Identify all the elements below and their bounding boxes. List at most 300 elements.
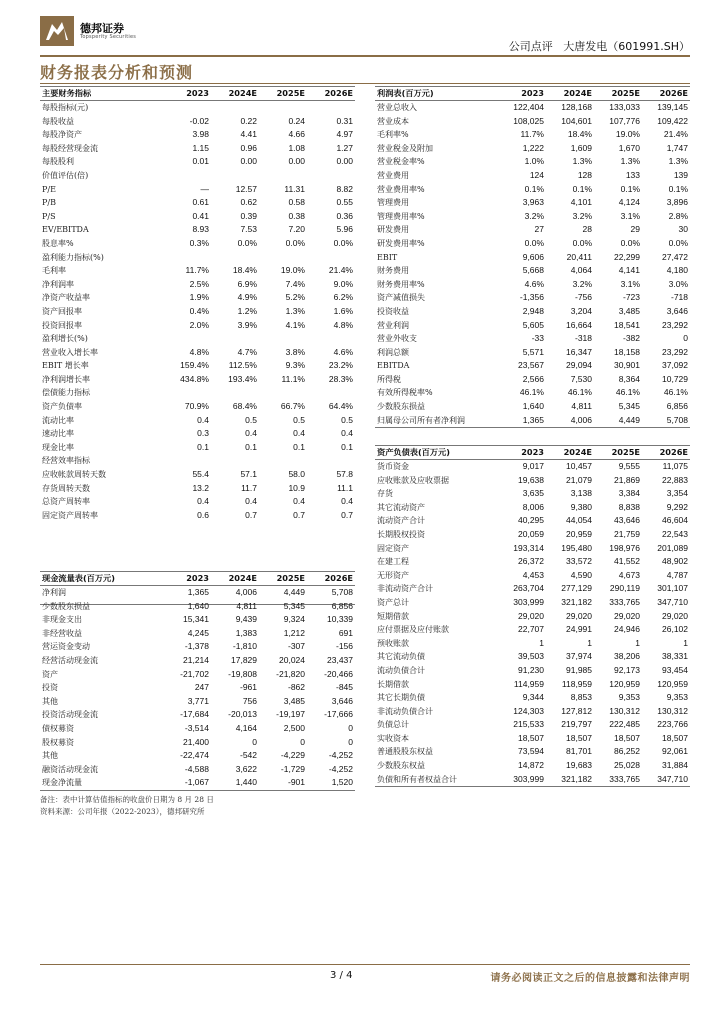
cell-value: 0.4 (293, 428, 305, 439)
row-label: 非流动负债合计 (377, 706, 433, 716)
row-label: 毛利率% (377, 130, 409, 140)
cell-value: 10,729 (662, 373, 688, 384)
row-label: 资产回报率 (42, 306, 82, 316)
table-row (375, 291, 690, 305)
cell-value: 0.7 (245, 509, 257, 520)
row-label: 其它流动资产 (377, 502, 425, 512)
table-row (40, 223, 355, 237)
row-label: 管理费用率% (377, 211, 425, 221)
cell-value: 0.3 (197, 428, 209, 439)
row-label: 每股股利 (42, 157, 74, 167)
table-row (40, 509, 355, 523)
table-row (40, 115, 355, 129)
cell-value: 6.9% (237, 278, 257, 289)
cell-value: 1.9% (189, 292, 209, 303)
cell-value: 38,206 (614, 651, 640, 662)
cell-value: 223,766 (657, 719, 688, 730)
row-label: 少数股东损益 (377, 402, 425, 412)
cell-value: 8,838 (618, 501, 640, 512)
cell-value: 347,710 (642, 773, 690, 787)
cell-value: 18.4% (232, 265, 257, 276)
cell-value: 19,638 (518, 474, 544, 485)
row-label: 债权募资 (42, 723, 74, 733)
table-row (40, 613, 355, 627)
row-label: 每股净资产 (42, 130, 82, 140)
cell-value (307, 101, 355, 115)
cell-value: 2,500 (283, 722, 305, 733)
cell-value: 3.8% (285, 346, 305, 357)
cell-value: 20,411 (566, 251, 592, 262)
cell-value: 6,856 (666, 401, 688, 412)
cell-value: 290,119 (609, 583, 640, 594)
table-row (40, 763, 355, 777)
cell-value: 4,006 (235, 587, 257, 597)
row-label: 预收账款 (377, 638, 409, 648)
cell-value: 9,292 (666, 501, 688, 512)
cell-value: 7.4% (285, 278, 305, 289)
cell-value: 73,594 (518, 746, 544, 757)
cell-value (259, 332, 307, 346)
table-row (375, 400, 690, 414)
brand-name-en: Topsperity Securities (80, 34, 137, 40)
row-label: 非现金支出 (42, 615, 82, 625)
cell-value: 3,622 (235, 763, 257, 774)
table-row (375, 346, 690, 360)
cell-value: 11.7% (520, 129, 544, 140)
cell-value: 81,701 (566, 746, 592, 757)
row-label: 有效所得税率% (377, 388, 433, 398)
cell-value: 3,771 (187, 695, 209, 706)
balance-header-row (375, 446, 690, 460)
cell-value: 3,138 (570, 488, 592, 499)
cell-value: 8,006 (522, 501, 544, 512)
cell-value: 1 (539, 637, 544, 648)
row-label: 营业税金率% (377, 157, 425, 167)
cell-value: 4.6% (333, 346, 353, 357)
row-label: 营业费用 (377, 170, 409, 180)
row-label: 每股收益 (42, 116, 74, 126)
cell-value: 0.38 (288, 210, 305, 221)
cell-value: 48,902 (662, 556, 688, 567)
cell-value: 3,485 (283, 695, 305, 706)
table-row (40, 264, 355, 278)
cell-value: 5,668 (522, 265, 544, 276)
blank-row (40, 550, 355, 564)
cell-value: 92,173 (614, 664, 640, 675)
cell-value: 29,020 (566, 610, 592, 621)
cell-value (259, 251, 307, 265)
cell-value: -1,810 (232, 641, 257, 652)
row-label: 所得税 (377, 374, 401, 384)
cell-value: 29,020 (662, 610, 688, 621)
cell-value: 124,303 (513, 705, 544, 716)
cell-value (259, 169, 307, 183)
cell-value: 3,485 (618, 305, 640, 316)
cell-value: 5,571 (522, 346, 544, 357)
cell-value: -4,229 (280, 750, 305, 761)
row-label: 毛利率 (42, 266, 66, 276)
table-row (40, 332, 355, 346)
cell-value: 23,567 (518, 360, 544, 371)
cell-value: 24,991 (566, 624, 592, 635)
table-row (40, 278, 355, 292)
cell-value: 57.8 (336, 469, 353, 480)
cell-value: 347,710 (657, 596, 688, 607)
cell-value: 222,485 (609, 719, 640, 730)
cell-value: 0.39 (240, 210, 257, 221)
row-label: 管理费用 (377, 198, 409, 208)
table-row (375, 637, 690, 651)
cell-value: 3,354 (666, 488, 688, 499)
cell-value: 0.4 (341, 496, 353, 507)
row-label: P/E (42, 184, 56, 194)
table-row (375, 610, 690, 624)
cell-value: 120,959 (657, 678, 688, 689)
cell-value: 18,507 (566, 732, 592, 743)
row-label: 每股指标(元) (42, 103, 89, 112)
cell-value (211, 332, 259, 346)
cell-value: 5,345 (283, 600, 305, 611)
table-row (40, 495, 355, 509)
table-row (375, 183, 690, 197)
cell-value: 12.57 (235, 183, 257, 194)
row-label: 在建工程 (377, 557, 409, 567)
row-label: 应收帐款周转天数 (42, 470, 106, 480)
cell-value: 3.0% (668, 278, 688, 289)
cell-value: 29,094 (566, 360, 592, 371)
cell-value: 1,212 (283, 627, 305, 638)
cell-value: 691 (338, 627, 353, 638)
year-header: 2023 (498, 446, 546, 460)
cell-value (307, 332, 355, 346)
row-label: EBIT 增长率 (42, 361, 89, 371)
cell-value: 19,683 (566, 760, 592, 771)
table-row (375, 169, 690, 183)
row-label: 存货 (377, 489, 393, 499)
row-label: 少数股东权益 (377, 761, 425, 771)
cell-value: 0.62 (240, 197, 257, 208)
year-header: 2024E (211, 87, 259, 101)
cell-value: 4.6% (524, 278, 544, 289)
row-label: 实收资本 (377, 733, 409, 743)
cell-value: 104,601 (561, 115, 592, 126)
cell-value: -756 (574, 292, 592, 303)
cell-value: 1.0% (524, 156, 544, 167)
year-header: 2024E (546, 446, 594, 460)
row-label: 资产 (42, 669, 58, 679)
cell-value: 9,439 (235, 614, 257, 625)
cell-value (211, 251, 259, 265)
row-label: 资产减值损失 (377, 293, 425, 303)
table-row (375, 528, 690, 542)
cell-value: -156 (335, 641, 353, 652)
cell-value: 4,124 (618, 197, 640, 208)
cell-value: 1,365 (187, 587, 209, 597)
cell-value: 28.3% (328, 373, 353, 384)
row-label: 净资产收益率 (42, 293, 90, 303)
cell-value: 3.2% (572, 210, 592, 221)
row-label: 净利润 (42, 588, 66, 597)
cell-value (211, 101, 259, 115)
cell-value: -961 (239, 682, 257, 693)
cell-value: 9,380 (570, 501, 592, 512)
row-label: 经营效率指标 (42, 456, 90, 466)
blank-cell (40, 536, 163, 550)
cell-value: 9,353 (618, 692, 640, 703)
cell-value: 18,507 (518, 732, 544, 743)
cell-value: -1,356 (519, 292, 544, 303)
cell-value: 0.58 (288, 197, 305, 208)
cell-value: 18,507 (662, 732, 688, 743)
cell-value: 26,372 (518, 556, 544, 567)
cell-value: 0.41 (192, 210, 209, 221)
header-divider (40, 55, 690, 57)
cell-value: 3,963 (522, 197, 544, 208)
year-header: 2025E (594, 446, 642, 460)
cell-value: 20,059 (518, 528, 544, 539)
cell-value: 0.00 (240, 156, 257, 167)
cell-value: 66.7% (280, 401, 305, 412)
page-header (40, 14, 690, 60)
cell-value: 46.1% (615, 387, 640, 398)
cell-value: -20,013 (228, 709, 257, 720)
row-label: 投资 (42, 683, 58, 693)
cell-value: 9,606 (522, 251, 544, 262)
cell-value: 0.0% (237, 237, 257, 248)
cell-value: 11,075 (662, 461, 688, 471)
row-label: 货币资金 (377, 462, 409, 471)
blank-cell (259, 522, 307, 536)
cell-value: 7.53 (240, 224, 257, 235)
cell-value: 19.0% (615, 129, 640, 140)
row-label: 普通股股东权益 (377, 747, 433, 757)
cell-value: 21,869 (614, 474, 640, 485)
cell-value: 3.9% (237, 319, 257, 330)
cell-value: -382 (622, 333, 640, 344)
cell-value: 30 (678, 224, 688, 235)
cell-value: 0.1 (245, 441, 257, 452)
row-label: 速动比率 (42, 429, 74, 439)
cell-value: 4.7% (237, 346, 257, 357)
income-header-row (375, 87, 690, 101)
row-label: 流动比率 (42, 415, 74, 425)
cell-value: 0.4 (293, 496, 305, 507)
year-header: 2024E (546, 87, 594, 101)
cell-value: 2,948 (522, 305, 544, 316)
table-row (40, 101, 355, 115)
row-label: 营业税金及附加 (377, 143, 433, 153)
cell-value: -4,252 (328, 763, 353, 774)
year-header: 2023 (498, 87, 546, 101)
table-row (375, 251, 690, 265)
table-row (40, 128, 355, 142)
cell-value: 3,204 (570, 305, 592, 316)
cell-value: 0.24 (288, 115, 305, 126)
cell-value: 4,141 (618, 265, 640, 276)
row-label: 研发费用率% (377, 238, 425, 248)
cell-value: 128 (577, 169, 592, 180)
blank-cell (259, 536, 307, 550)
cell-value: 434.8% (180, 373, 209, 384)
row-label: 净利润增长率 (42, 374, 90, 384)
cell-value: 18,507 (614, 732, 640, 743)
table-row (40, 708, 355, 722)
table-row (375, 332, 690, 346)
cell-value: 68.4% (232, 401, 257, 412)
cell-value: 1.2% (237, 305, 257, 316)
indicators-table (40, 86, 355, 605)
table-row (40, 359, 355, 373)
table-row (375, 678, 690, 692)
year-header: 2024E (211, 572, 259, 586)
cell-value: 2.0% (189, 319, 209, 330)
row-label: 资产总计 (377, 597, 409, 607)
row-label: 营业总收入 (377, 103, 417, 112)
cell-value: 22,299 (614, 251, 640, 262)
cell-value: 55.4 (192, 469, 209, 480)
cell-value: 130,312 (657, 705, 688, 716)
cell-value: 0.7 (341, 509, 353, 520)
cell-value: 0.5 (293, 414, 305, 425)
cell-value: 4.97 (336, 129, 353, 140)
cell-value: 1,383 (235, 627, 257, 638)
row-label: 少数股东损益 (42, 601, 90, 611)
table-row (375, 386, 690, 400)
cell-value: 1.15 (192, 142, 209, 153)
table-row (375, 501, 690, 515)
cell-value: 0.0% (333, 237, 353, 248)
cell-value: 1,670 (618, 142, 640, 153)
blank-cell (307, 550, 355, 564)
cell-value: -19,808 (228, 668, 257, 679)
row-label: 营业收入增长率 (42, 347, 98, 357)
cell-value: 107,776 (609, 115, 640, 126)
cell-value (307, 386, 355, 400)
cell-value: 2.5% (189, 278, 209, 289)
cell-value: 130,312 (609, 705, 640, 716)
cell-value: 0.1 (197, 441, 209, 452)
cell-value: 127,812 (561, 705, 592, 716)
cell-value (163, 169, 211, 183)
cell-value: 6,856 (331, 600, 353, 611)
table-note: 备注：表中计算估值指标的收盘价日期为 8 月 28 日 (40, 795, 214, 804)
cell-value: 0.1% (572, 183, 592, 194)
cell-value: 3,635 (522, 488, 544, 499)
cell-value: 21.4% (328, 265, 353, 276)
cell-value: 0.4% (189, 305, 209, 316)
row-label: P/S (42, 211, 56, 221)
cell-value: 0.36 (336, 210, 353, 221)
cell-value: 46.1% (519, 387, 544, 398)
row-label: 研发费用 (377, 225, 409, 235)
cell-value: -1,729 (280, 763, 305, 774)
cell-value: 3,896 (666, 197, 688, 208)
cell-value: 93,454 (662, 664, 688, 675)
cell-value: 7.20 (288, 224, 305, 235)
cell-value: -1,067 (163, 776, 211, 790)
row-label: 营业利润 (377, 320, 409, 330)
cell-value: 27,472 (662, 251, 688, 262)
cell-value: 21,400 (183, 736, 209, 747)
cell-value: 29,020 (614, 610, 640, 621)
cell-value: 6.2% (333, 292, 353, 303)
cell-value: -22,474 (180, 750, 209, 761)
cell-value: 3,384 (618, 488, 640, 499)
row-label: 其它流动负债 (377, 652, 425, 662)
blank-cell (163, 522, 211, 536)
cell-value: 10,457 (566, 461, 592, 471)
table-row (375, 101, 690, 115)
table-row (375, 569, 690, 583)
cell-value: 91,230 (518, 664, 544, 675)
row-label: 负债总计 (377, 720, 409, 730)
blank-cell (211, 522, 259, 536)
cell-value: 333,765 (594, 773, 642, 787)
cell-value: 29,020 (518, 610, 544, 621)
cell-value: 4.41 (240, 129, 257, 140)
table-row (375, 705, 690, 719)
cell-value: 1,365 (498, 414, 546, 428)
row-label: EBIT (377, 252, 398, 262)
cell-value: 24,946 (614, 624, 640, 635)
cell-value: 46.1% (663, 387, 688, 398)
cell-value: 5,345 (618, 401, 640, 412)
table-row (40, 441, 355, 455)
table-row (375, 745, 690, 759)
cell-value: 22,883 (662, 474, 688, 485)
cell-value: 0.3% (189, 237, 209, 248)
cell-value: 4,811 (236, 600, 257, 611)
table-row (375, 460, 690, 474)
year-header: 2023 (163, 572, 211, 586)
cell-value: 21,079 (566, 474, 592, 485)
blank-row (40, 522, 355, 536)
row-label: 营业成本 (377, 116, 409, 126)
row-label: 投资活动现金流 (42, 710, 98, 720)
title-divider (40, 83, 690, 84)
year-header: 2025E (594, 87, 642, 101)
row-label: 应付票据及应付账款 (377, 625, 449, 635)
cell-value: 109,422 (657, 115, 688, 126)
cell-value: 23,292 (662, 319, 688, 330)
footer-divider (40, 964, 690, 965)
cell-value: 0.6 (197, 509, 209, 520)
table-row (375, 596, 690, 610)
row-label: 价值评估(倍) (42, 170, 89, 180)
cell-value: 0.31 (336, 115, 353, 126)
cell-value: -17,684 (180, 709, 209, 720)
row-label: 净利润率 (42, 279, 74, 289)
cell-value: -862 (287, 682, 305, 693)
cell-value: 4.1% (285, 319, 305, 330)
cell-value: 3,646 (666, 305, 688, 316)
table-row (40, 695, 355, 709)
cell-value: 0.0% (620, 237, 640, 248)
row-label: 流动资产合计 (377, 516, 425, 526)
table-row (375, 115, 690, 129)
row-label: 负债和所有者权益合计 (375, 773, 498, 787)
cell-value (307, 169, 355, 183)
cell-value (307, 454, 355, 468)
blank-cell (307, 536, 355, 550)
cell-value: -19,197 (276, 709, 305, 720)
cell-value: -17,666 (324, 709, 353, 720)
cell-value: 4,064 (570, 265, 592, 276)
cell-value: 18,541 (614, 319, 640, 330)
row-label: EBITDA (377, 361, 410, 371)
cell-value: -33 (531, 333, 544, 344)
cell-value: 0.0% (285, 237, 305, 248)
